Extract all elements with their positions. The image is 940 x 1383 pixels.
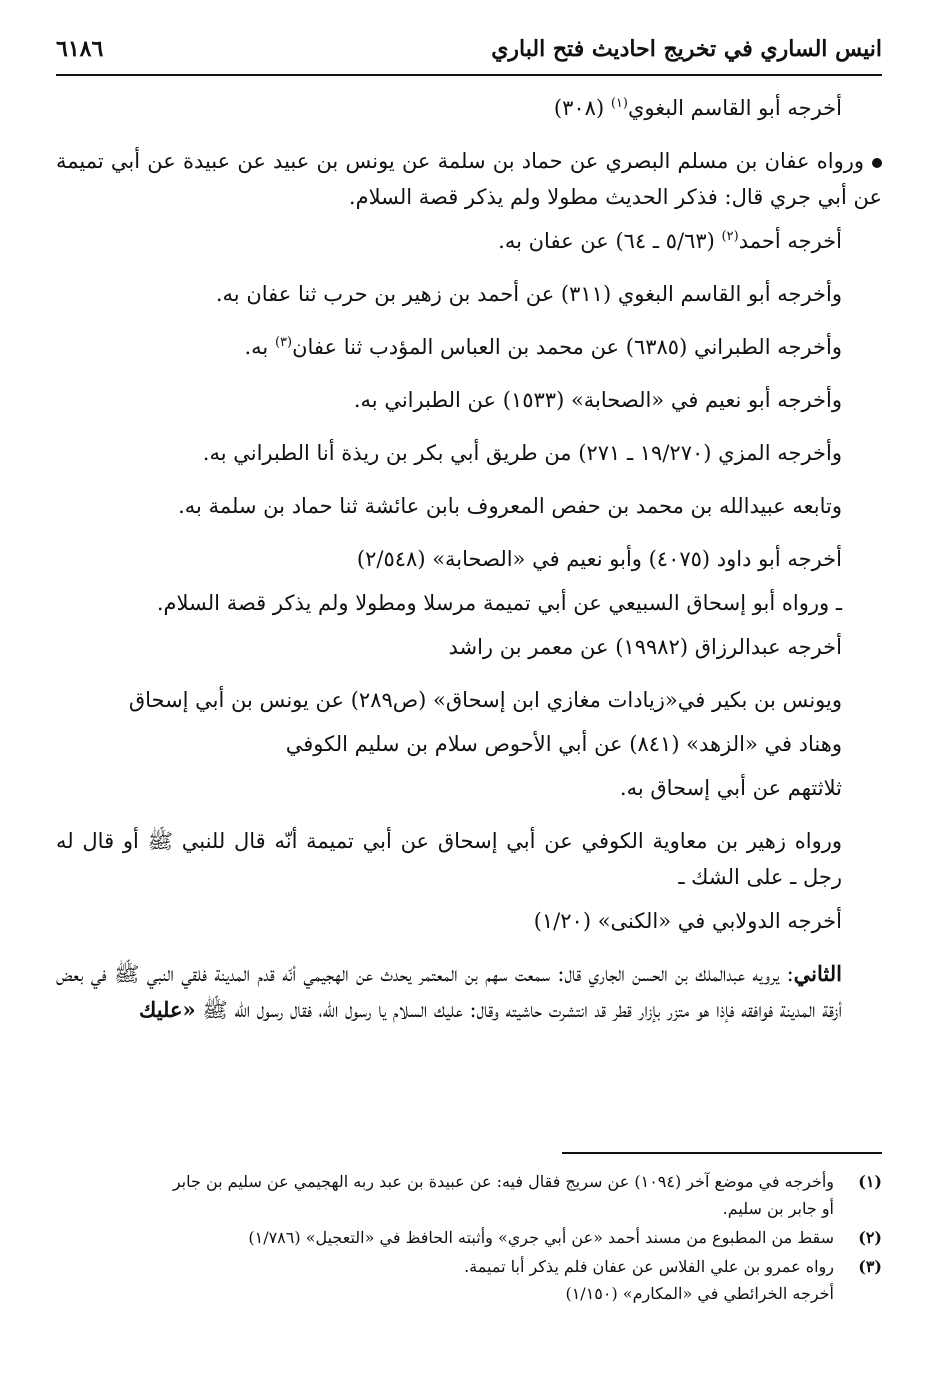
paragraph: وأخرجه أبو القاسم البغوي (٣١١) عن أحمد بن زهير بن حرب ثنا عفان به.: [215, 282, 842, 306]
footnote-number: (١): [858, 1172, 882, 1191]
page-header: [56, 28, 882, 76]
footnote-ref[interactable]: (٣): [274, 335, 293, 350]
paragraph: وتابعه عبيدالله بن محمد بن حفص المعروف بابن عائشة ثنا حماد بن سلمة به.: [178, 494, 842, 518]
footnote: (١) وأخرجه في موضع آخر (١٠٩٤) عن سريج فقال فيه: عن عبيدة بن عبد ربه الهجيمي عن سليم بن جابر أو جابر بن سليم.: [56, 1168, 882, 1222]
footnote-ref[interactable]: (١): [610, 96, 628, 111]
paragraph: أخرجه أحمد$^{(٢)}$ (٥/٦٣ ـ ٦٤) عن عفان به.: [498, 229, 842, 253]
footnote-number: (٢): [858, 1228, 882, 1247]
document-page: [56, 28, 882, 1343]
paragraph: وأخرجه المزي (١٩/٢٧٠ ـ ٢٧١) من طريق أبي بكر بن ريذة أنا الطبراني به.: [202, 441, 842, 465]
section-label: الثاني: [793, 961, 842, 986]
paragraph: وأخرجه أبو نعيم في «الصحابة» (١٥٣٣) عن الطبراني به.: [353, 388, 842, 412]
paragraph: ورواه زهير بن معاوية الكوفي عن أبي إسحاق عن أبي تميمة أنّه قال للنبي ﷺ أو قال له رجل ـ على الشك ـ: [56, 829, 842, 889]
footnote-number: (٣): [858, 1257, 882, 1276]
paragraph: أخرجه الدولابي في «الكنى» (١/٢٠): [533, 909, 842, 933]
paragraph: وأخرجه الطبراني (٦٣٨٥) عن محمد بن العباس المؤدب ثنا عفان$^{(٣)}$ به.: [244, 335, 842, 359]
paragraph: أخرجه أبو داود (٤٠٧٥) وأبو نعيم في «الصحابة» (٢/٥٤٨): [356, 547, 842, 571]
paragraph: ثلاثتهم عن أبي إسحاق به.: [619, 776, 842, 800]
main-text: [56, 90, 882, 1045]
footnote-divider: [562, 1152, 882, 1154]
footnotes: [56, 1168, 882, 1309]
paragraph: ورواه عفان بن مسلم البصري عن حماد بن سلمة عن يونس بن عبيد عن عبيدة عن أبي تميمة عن أبي جري قال: فذكر الحديث مطولا ولم يذكر قصة السلام.: [56, 149, 882, 209]
footnote: (٢) سقط من المطبوع من مسند أحمد «عن أبي جري» وأثبته الحافظ في «التعجيل» (١/٧٨٦): [56, 1224, 882, 1251]
footnote: (٣) رواه عمرو بن علي الفلاس عن عفان فلم يذكر أبا تميمة. أخرجه الخرائطي في «المكارم» (١/١٥٠): [56, 1253, 882, 1307]
page-number: ٦١٨٦: [56, 36, 104, 62]
paragraph: الثاني: يرويه عبدالملك بن الحسن الجاري قال: سمعت سهم بن المعتمر يحدث عن الهجيمي أنّه قدم المدينة فلقي النبي ﷺ في بعض أزقة المدينة فوافقه فإذا هو متزر بإزار قطر قد انتشرت حاشيته وقال: عليك السلام يا رسول الله، فقال رسول الله ﷺ «عليك: [56, 961, 842, 1022]
paragraph: أخرجه أبو القاسم البغوي$^{(١)}$ (٣٠٨): [553, 96, 842, 120]
paragraph: وهناد في «الزهد» (٨٤١) عن أبي الأحوص سلام بن سليم الكوفي: [285, 732, 842, 756]
footnote-ref[interactable]: (٢): [721, 229, 739, 244]
paragraph: ـ ورواه أبو إسحاق السبيعي عن أبي تميمة مرسلا ومطولا ولم يذكر قصة السلام.: [156, 591, 842, 615]
book-title: انيس الساري في تخريج احاديث فتح الباري: [491, 36, 882, 62]
paragraph: أخرجه عبدالرزاق (١٩٩٨٢) عن معمر بن راشد: [448, 635, 842, 659]
bullet-icon: [872, 158, 882, 168]
paragraph: ويونس بن بكير في«زيادات مغازي ابن إسحاق» (ص٢٨٩) عن يونس بن أبي إسحاق: [128, 688, 842, 712]
